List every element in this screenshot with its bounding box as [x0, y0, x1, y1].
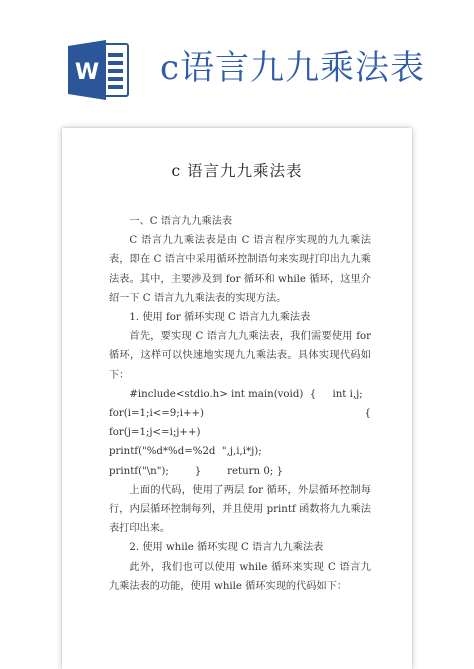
- code-line: printf("%d*%d=%2d ",j,i,i*j);: [109, 446, 262, 458]
- document-page: [62, 128, 417, 669]
- body-paragraph: 上面的代码，使用了两层 for 循环，外层循环控制每行，内层循环控制每列，并且使用 printf 函数将九九乘法表打印出来。: [109, 484, 371, 535]
- word-document-icon: [68, 40, 130, 100]
- code-line: #include<stdio.h> int main(void) { int i,j;: [129, 388, 363, 400]
- subsection-heading: 2. 使用 while 循环实现 C 语言九九乘法表: [129, 542, 324, 554]
- body-paragraph: 首先，要实现 C 语言九九乘法表，我们需要使用 for 循环，这样可以快速地实现九九乘法表。具体实现代码如下：: [109, 331, 371, 381]
- body-paragraph: 此外，我们也可以使用 while 循环来实现 C 语言九九乘法表的功能，使用 while 循环实现的代码如下：: [109, 561, 371, 592]
- section-heading: 一、C 语言九九乘法表: [129, 216, 233, 227]
- subsection-heading: 1. 使用 for 循环实现 C 语言九九乘法表: [129, 312, 311, 324]
- body-paragraph: C 语言九九乘法表是由 C 语言程序实现的九九乘法表，即在 C 语言中采用循环控制语句来实现打印出九九乘法表。其中，主要涉及到 for 循环和 while 循环，这里介绍一下 C 语言九九乘法表的实现方法。: [109, 235, 371, 304]
- document-body: [109, 212, 417, 596]
- code-line: for(i=1;i<=9;i++) { for(j=1;j<=i;j++): [109, 408, 417, 439]
- document-title: c 语言九九乘法表: [171, 162, 303, 180]
- code-line: printf("\n"); } return 0; }: [109, 465, 283, 477]
- svg-text:W: W: [74, 60, 100, 85]
- header-title: c语言九九乘法表: [160, 48, 426, 88]
